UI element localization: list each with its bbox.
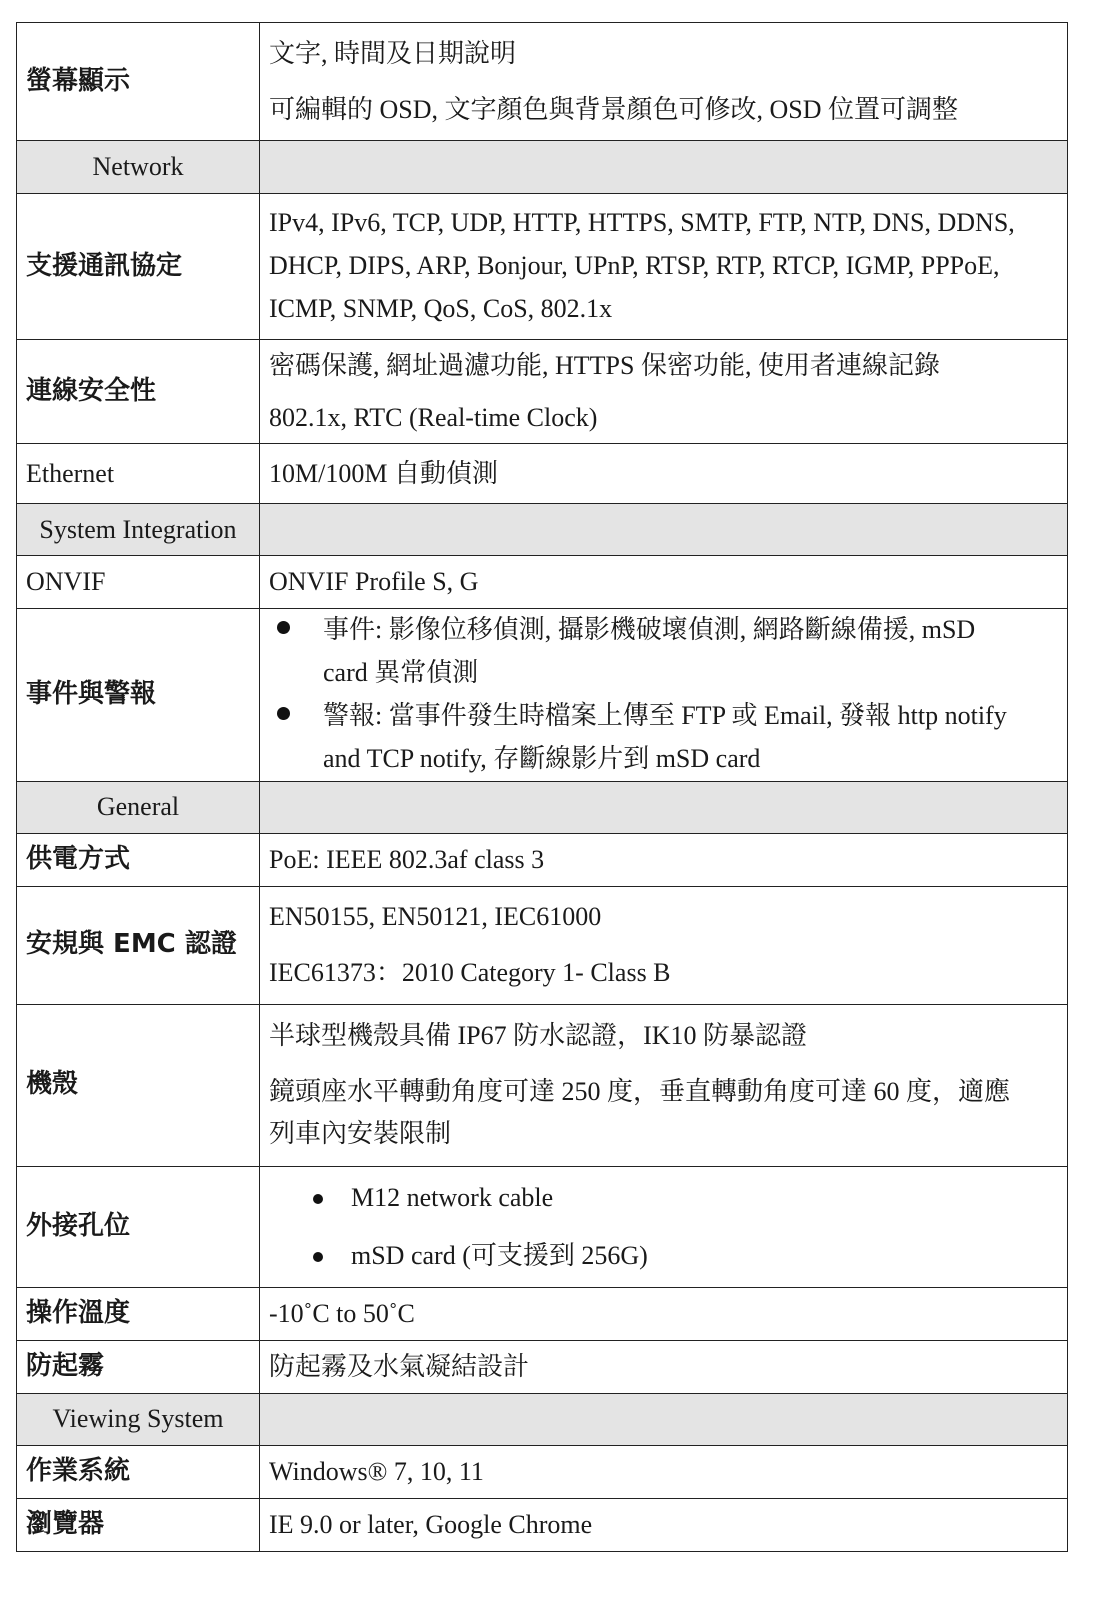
row-value [260, 1166, 1068, 1287]
row-label: 防起霧 [17, 1340, 260, 1393]
value-line: DHCP, DIPS, ARP, Bonjour, UPnP, RTSP, RTP, RTCP, IGMP, PPPoE, [269, 251, 1000, 281]
section-network [17, 141, 1068, 194]
row-onvif [17, 556, 1068, 609]
section-label: Viewing System [17, 1393, 260, 1445]
row-label: 支援通訊協定 [17, 194, 260, 340]
value-line: 鏡頭座水平轉動角度可達 250 度，垂直轉動角度可達 60 度，適應 [269, 1077, 1011, 1107]
row-value: -10˚C to 50˚C [260, 1287, 1068, 1340]
row-value [260, 340, 1068, 444]
row-label: 操作溫度 [17, 1287, 260, 1340]
row-ports [17, 1166, 1068, 1287]
row-label: 事件與警報 [17, 609, 260, 782]
row-value [260, 194, 1068, 340]
row-value: ONVIF Profile S, G [260, 556, 1068, 609]
section-label: System Integration [17, 504, 260, 556]
row-value [260, 609, 1068, 782]
row-security [17, 340, 1068, 444]
list-item: M12 network cable [269, 1181, 1058, 1215]
row-osd [17, 23, 1068, 141]
row-value: 防起霧及水氣凝結設計 [260, 1340, 1068, 1393]
value-line: 事件: 影像位移偵測, 攝影機破壞偵測, 網路斷線備援, mSD [323, 615, 976, 644]
section-filler [260, 781, 1068, 833]
value-line: 密碼保護, 網址過濾功能, HTTPS 保密功能, 使用者連線記錄 [269, 350, 940, 380]
value-line: IPv4, IPv6, TCP, UDP, HTTP, HTTPS, SMTP, FTP, NTP, DNS, DDNS, [269, 208, 1015, 238]
value-line: 列車內安裝限制 [269, 1118, 452, 1148]
section-viewing-system [17, 1393, 1068, 1445]
row-label: ONVIF [17, 556, 260, 609]
row-label: 安規與 EMC 認證 [17, 886, 260, 1004]
value-line: IEC61373：2010 Category 1- Class B [269, 958, 671, 988]
row-fog [17, 1340, 1068, 1393]
event-list [269, 609, 1058, 781]
row-value: PoE: IEEE 802.3af class 3 [260, 833, 1068, 886]
row-housing [17, 1004, 1068, 1166]
row-protocol [17, 194, 1068, 340]
row-browser [17, 1498, 1068, 1551]
value-line: 警報: 當事件發生時檔案上傳至 FTP 或 Email, 發報 http notify [323, 700, 1007, 730]
value-line: 802.1x, RTC (Real-time Clock) [269, 402, 598, 432]
section-label: General [17, 781, 260, 833]
value-line: and TCP notify, 存斷線影片到 mSD card [323, 743, 761, 773]
row-os [17, 1445, 1068, 1498]
row-value: Windows® 7, 10, 11 [260, 1445, 1068, 1498]
row-emc [17, 886, 1068, 1004]
row-value [260, 886, 1068, 1004]
value-line: EN50155, EN50121, IEC61000 [269, 902, 602, 932]
row-label: 作業系統 [17, 1445, 260, 1498]
value-line: 可編輯的 OSD, 文字顏色與背景顏色可修改, OSD 位置可調整 [269, 94, 959, 124]
row-label: Ethernet [17, 444, 260, 504]
row-value: IE 9.0 or later, Google Chrome [260, 1498, 1068, 1551]
row-label: 供電方式 [17, 833, 260, 886]
row-label: 瀏覽器 [17, 1498, 260, 1551]
section-filler [260, 504, 1068, 556]
row-value [260, 23, 1068, 141]
list-item [269, 695, 1058, 781]
list-item: mSD card (可支援到 256G) [269, 1239, 1058, 1273]
spec-table [16, 22, 1068, 1552]
section-general [17, 781, 1068, 833]
row-value: 10M/100M 自動偵測 [260, 444, 1068, 504]
value-line: 半球型機殼具備 IP67 防水認證，IK10 防暴認證 [269, 1021, 808, 1051]
row-ethernet [17, 444, 1068, 504]
list-item [269, 609, 1058, 695]
value-line: ICMP, SNMP, QoS, CoS, 802.1x [269, 293, 613, 323]
row-label: 外接孔位 [17, 1166, 260, 1287]
row-value [260, 1004, 1068, 1166]
row-temp [17, 1287, 1068, 1340]
port-list [269, 1181, 1058, 1273]
row-power [17, 833, 1068, 886]
value-line: 文字, 時間及日期說明 [269, 38, 517, 68]
section-system-integration [17, 504, 1068, 556]
row-events [17, 609, 1068, 782]
row-label: 連線安全性 [17, 340, 260, 444]
section-filler [260, 1393, 1068, 1445]
section-filler [260, 141, 1068, 194]
section-label: Network [17, 141, 260, 194]
row-label: 機殼 [17, 1004, 260, 1166]
value-line: card 異常偵測 [323, 657, 479, 687]
row-label: 螢幕顯示 [17, 23, 260, 141]
